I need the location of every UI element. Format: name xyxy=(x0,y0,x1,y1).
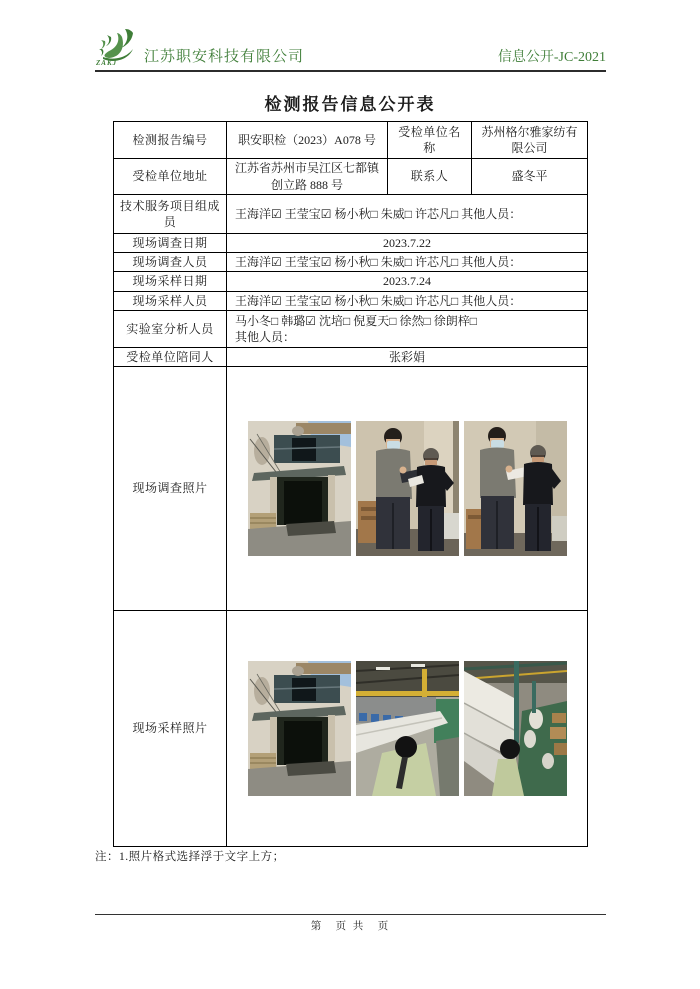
address-label: 受检单位地址 xyxy=(114,159,227,195)
report-no-value: 职安职检（2023）A078 号 xyxy=(227,122,388,159)
sampling-staff-label: 现场采样人员 xyxy=(114,291,227,310)
photo-survey-building xyxy=(248,421,351,556)
logo-wordmark: ZAKJ xyxy=(96,59,118,67)
survey-photos-label: 现场调查照片 xyxy=(114,366,227,610)
sampling-staff-checklist: 王海洋☑ 王莹宝☑ 杨小秋□ 朱威□ 许芯凡□ 其他人员： xyxy=(227,291,588,310)
sampling-photos-cell xyxy=(227,610,588,846)
row-survey-date xyxy=(114,234,588,253)
team-label: 技术服务项目组成员 xyxy=(114,195,227,234)
survey-date-value: 2023.7.22 xyxy=(227,234,588,253)
photo-survey-interview-1 xyxy=(356,421,459,556)
row-escort xyxy=(114,347,588,366)
row-survey-photos xyxy=(114,366,588,610)
survey-date-label: 现场调查日期 xyxy=(114,234,227,253)
footer-divider xyxy=(95,914,606,915)
lab-staff-checklist xyxy=(227,310,588,347)
address-value: 江苏省苏州市吴江区七都镇创立路 888 号 xyxy=(227,159,388,195)
company-name: 江苏职安科技有限公司 xyxy=(144,49,305,65)
escort-value: 张彩娟 xyxy=(227,347,588,366)
unit-name-value: 苏州格尔雅家纺有限公司 xyxy=(472,122,588,159)
info-table xyxy=(113,121,588,847)
photo-sampling-fabric-rolls xyxy=(464,661,567,796)
sampling-photo-strip xyxy=(227,661,587,796)
page-header xyxy=(95,27,606,72)
lab-staff-label: 实验室分析人员 xyxy=(114,310,227,347)
survey-photos-cell xyxy=(227,366,588,610)
row-sampling-staff xyxy=(114,291,588,310)
sampling-date-label: 现场采样日期 xyxy=(114,272,227,291)
row-address xyxy=(114,159,588,195)
row-survey-staff xyxy=(114,253,588,272)
report-no-label: 检测报告编号 xyxy=(114,122,227,159)
row-team xyxy=(114,195,588,234)
unit-name-label: 受检单位名称 xyxy=(388,122,472,159)
team-members-checklist: 王海洋☑ 王莹宝☑ 杨小秋□ 朱威□ 许芯凡□ 其他人员： xyxy=(227,195,588,234)
form-title: 检测报告信息公开表 xyxy=(264,95,436,114)
row-sampling-date xyxy=(114,272,588,291)
photo-sampling-loom-workshop xyxy=(356,661,459,796)
photo-sampling-building xyxy=(248,661,351,796)
contact-label: 联系人 xyxy=(388,159,472,195)
page-number-text: 第 页 共 页 xyxy=(310,921,391,932)
row-report-no xyxy=(114,122,588,159)
survey-staff-label: 现场调查人员 xyxy=(114,253,227,272)
photo-survey-interview-2 xyxy=(464,421,567,556)
doc-code: 信息公开-JC-2021 xyxy=(497,50,606,65)
lab-staff-line1: 马小冬□ 韩璐☑ 沈培□ 倪夏天□ 徐然□ 徐朗梓□ xyxy=(235,313,477,328)
header-brand xyxy=(95,27,304,67)
row-lab-staff xyxy=(114,310,588,347)
footnote: 注：1.照片格式选择浮于文字上方； xyxy=(95,851,285,863)
lab-staff-line2: 其他人员： xyxy=(235,329,296,344)
sampling-photos-label: 现场采样照片 xyxy=(114,610,227,846)
row-sampling-photos xyxy=(114,610,588,846)
contact-value: 盛冬平 xyxy=(472,159,588,195)
survey-staff-checklist: 王海洋☑ 王莹宝☑ 杨小秋□ 朱威□ 许芯凡□ 其他人员： xyxy=(227,253,588,272)
escort-label: 受检单位陪同人 xyxy=(114,347,227,366)
sampling-date-value: 2023.7.24 xyxy=(227,272,588,291)
survey-photo-strip xyxy=(227,421,587,556)
company-logo-icon xyxy=(95,27,141,67)
